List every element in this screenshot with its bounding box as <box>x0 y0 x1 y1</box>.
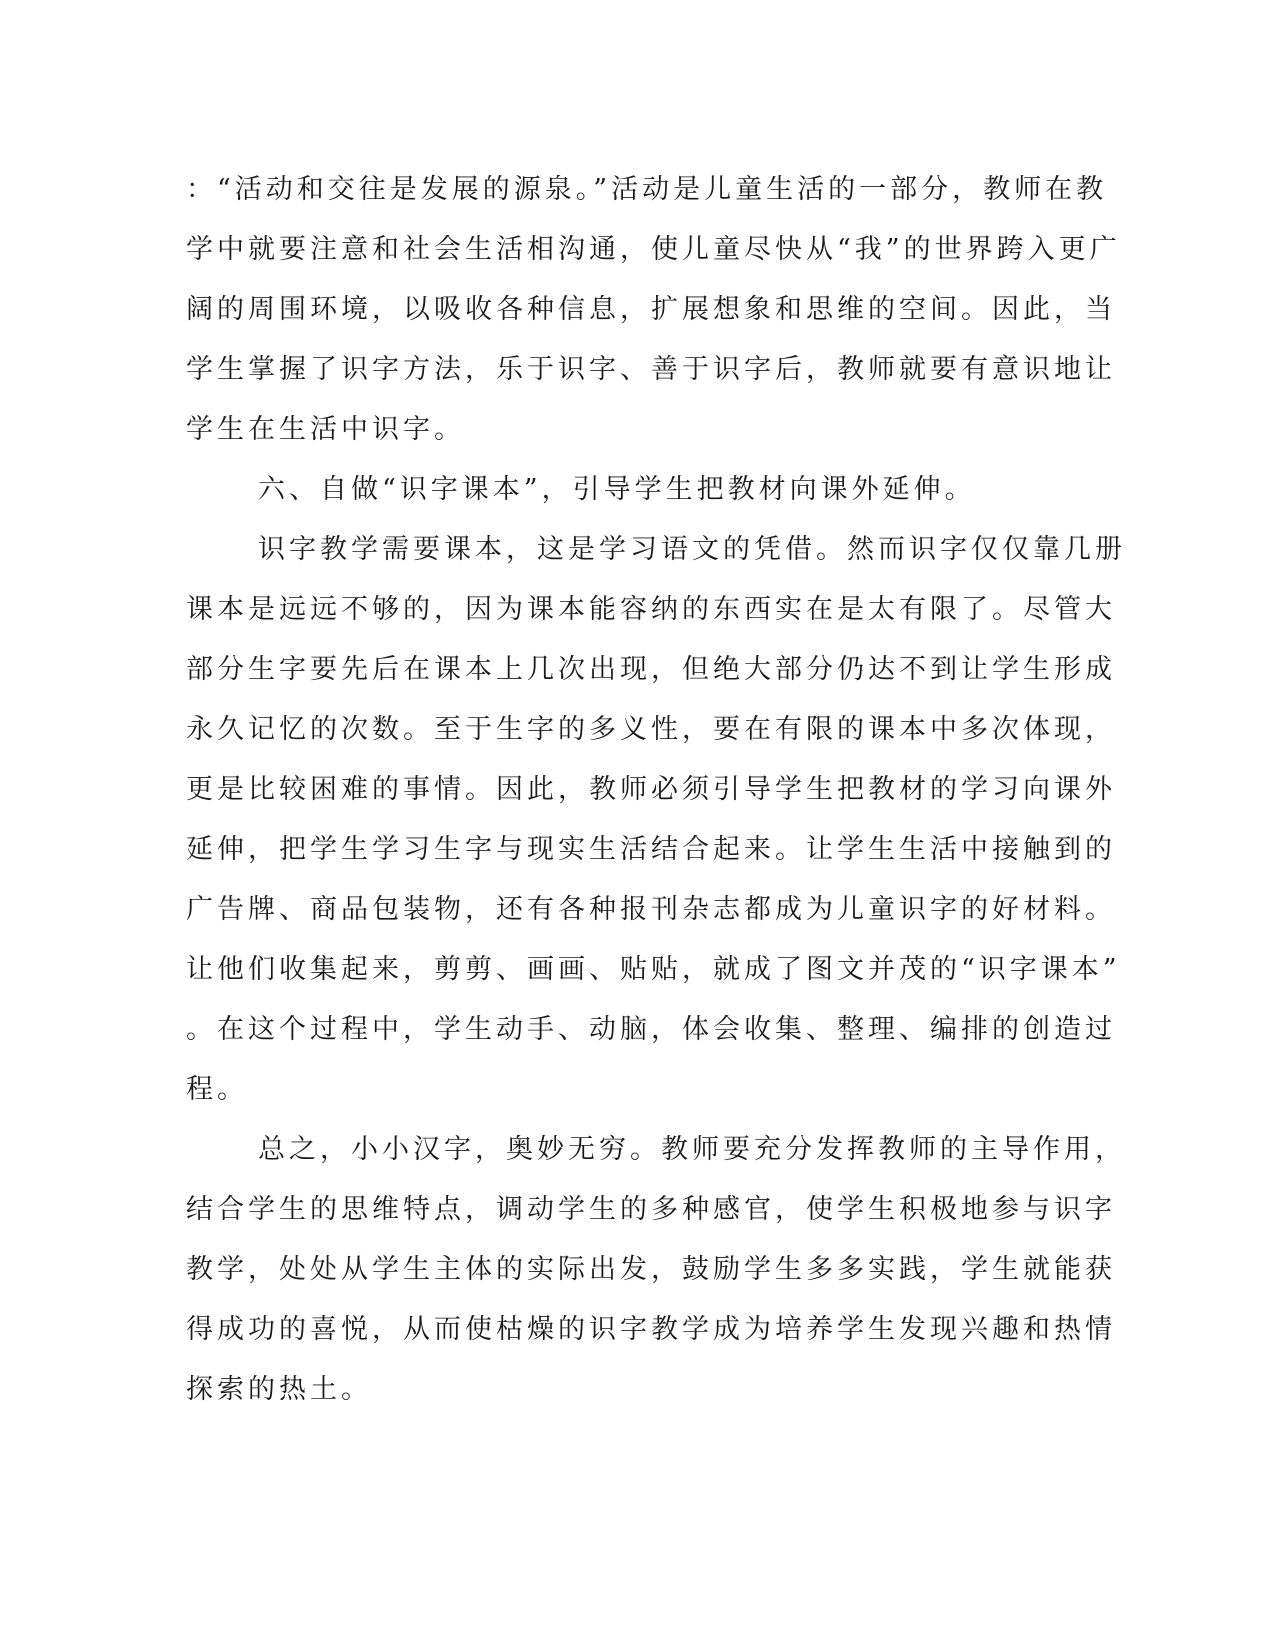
text-line: 学生掌握了识字方法，乐于识字、善于识字后，教师就要有意识地让 <box>186 354 1116 385</box>
text-line: 课本是远远不够的，因为课本能容纳的东西实在是太有限了。尽管大 <box>186 594 1116 625</box>
text-line: 永久记忆的次数。至于生字的多义性，要在有限的课本中多次体现， <box>186 714 1116 745</box>
text-line: ：“活动和交往是发展的源泉。”活动是儿童生活的一部分，教师在教 <box>186 174 1108 205</box>
text-line: 延伸，把学生学习生字与现实生活结合起来。让学生生活中接触到的 <box>186 834 1116 865</box>
text-line: 阔的周围环境，以吸收各种信息，扩展想象和思维的空间。因此，当 <box>186 294 1116 325</box>
section-heading: 六、自做“识字课本”，引导学生把教材向课外延伸。 <box>258 474 976 505</box>
document-body <box>186 160 1126 1420</box>
text-line: 学生在生活中识字。 <box>186 414 465 445</box>
text-line: 得成功的喜悦，从而使枯燥的识字教学成为培养学生发现兴趣和热情 <box>186 1314 1116 1345</box>
text-line: 探索的热土。 <box>186 1374 372 1405</box>
text-line: 让他们收集起来，剪剪、画画、贴贴，就成了图文并茂的“识字课本” <box>186 954 1121 985</box>
text-line: 部分生字要先后在课本上几次出现，但绝大部分仍达不到让学生形成 <box>186 654 1116 685</box>
text-line: 教学，处处从学生主体的实际出发，鼓励学生多多实践，学生就能获 <box>186 1254 1116 1285</box>
text-line: 识字教学需要课本，这是学习语文的凭借。然而识字仅仅靠几册 <box>258 534 1126 565</box>
text-line: 更是比较困难的事情。因此，教师必须引导学生把教材的学习向课外 <box>186 774 1116 805</box>
text-line: 总之，小小汉字，奥妙无穷。教师要充分发挥教师的主导作用， <box>258 1134 1126 1165</box>
text-line: 程。 <box>186 1074 248 1105</box>
text-line: 。在这个过程中，学生动手、动脑，体会收集、整理、编排的创造过 <box>186 1014 1116 1045</box>
text-line: 广告牌、商品包装物，还有各种报刊杂志都成为儿童识字的好材料。 <box>186 894 1116 925</box>
text-line: 学中就要注意和社会生活相沟通，使儿童尽快从“我”的世界跨入更广 <box>186 234 1121 265</box>
text-line: 结合学生的思维特点，调动学生的多种感官，使学生积极地参与识字 <box>186 1194 1116 1225</box>
